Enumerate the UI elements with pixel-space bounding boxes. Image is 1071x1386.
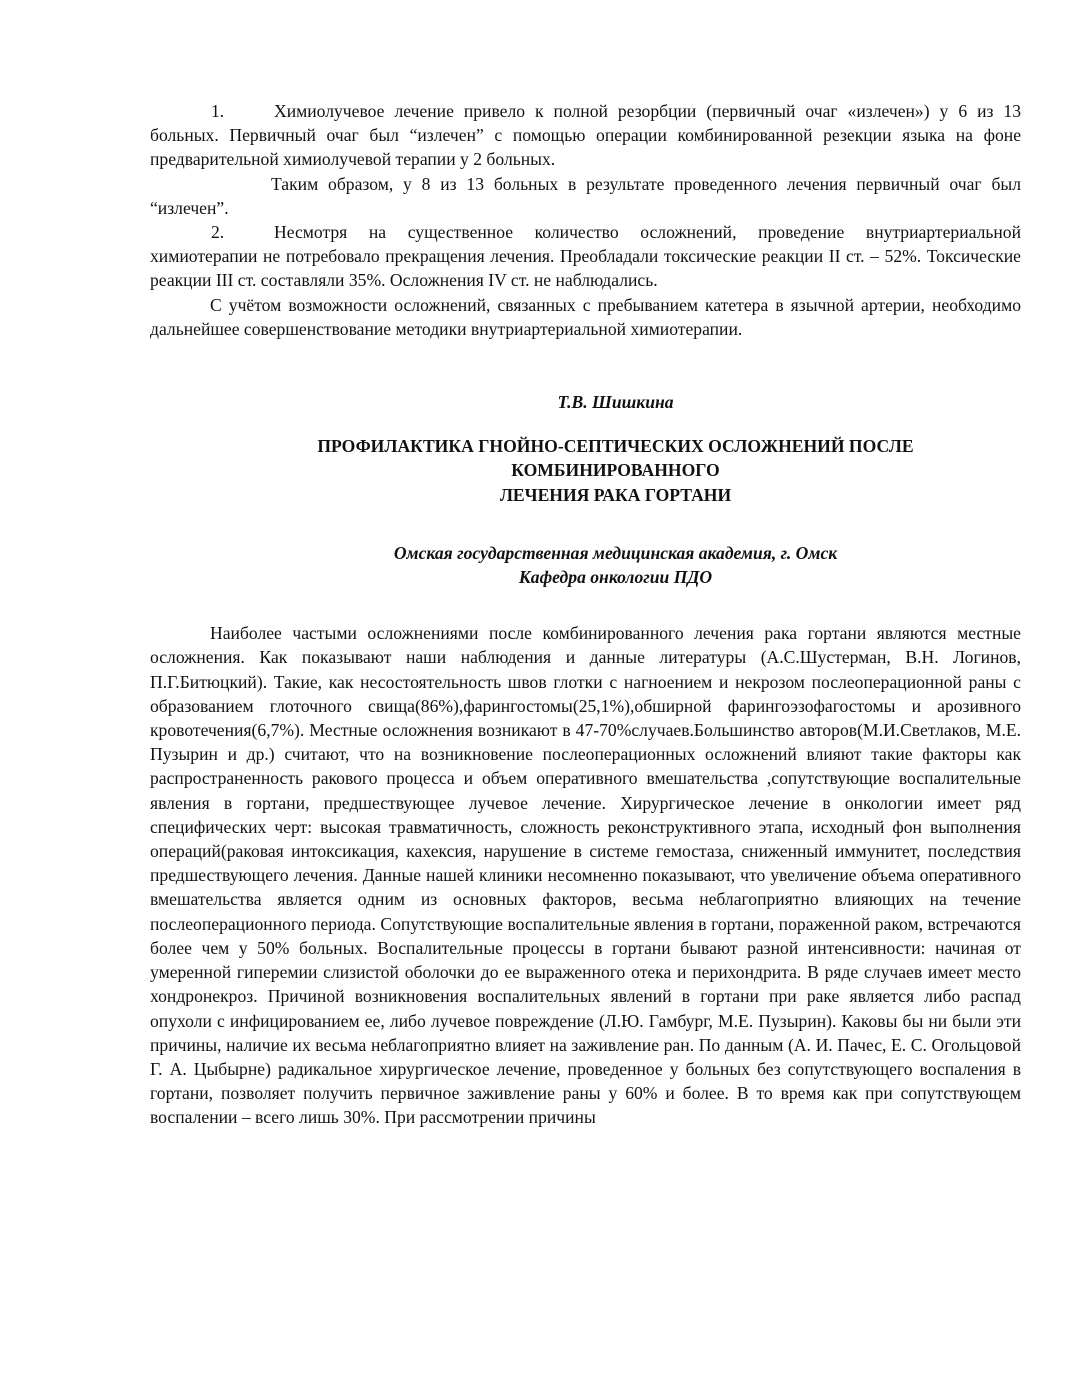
article-author: Т.В. Шишкина — [557, 392, 674, 413]
title-line: КОМБИНИРОВАННОГО — [511, 460, 720, 481]
item-text: Химиолучевое лечение привело к полной резорбции (первичный очаг «излечен») у 6 из 13 больных. Первичный очаг был “излечен” с помощью операции комбинированной резекции языка на фоне предварительной химиолучевой терапии у 2 больных. — [150, 101, 1021, 170]
item-text: Несмотря на существенное количество осложнений, проведение внутриартериальной химиотерапии не потребовало прекращения лечения. Преобладали токсические реакции II ст. – 52%. Токсические реакции III ст. составляли 35%. Осложнения IV ст. не наблюдались. — [150, 222, 1021, 291]
item-number: 1. — [211, 101, 225, 121]
document-page — [150, 99, 1021, 1130]
title-line: ПРОФИЛАКТИКА ГНОЙНО-СЕПТИЧЕСКИХ ОСЛОЖНЕНИЙ ПОСЛЕ — [317, 436, 914, 457]
article-body-paragraph: Наиболее частыми осложнениями после комбинированного лечения рака гортани являются местные осложнения. Как показывают наши наблюдения и данные литературы (А.С.Шустерман, В.Н. Логинов, П.Г.Битюцкий). Такие, как несостоятельность швов глотки с нагноением и некрозом послеоперационной раны с образованием глоточного свища(86%),фарингостомы(25,1%),обширной фарингоэзофагостомы и арозивного кровотечения(6,7%). Местные осложнения возникают в 47-70%случаев.Большинство авторов(М.И.Светлаков, М.Е. Пузырин и др.) считают, что на возникновение послеоперационных осложнений влияют такие факторы как распространенность ракового процесса и объем оперативного вмешательства ,сопутствующие воспалительные явления в гортани, предшествующее лучевое лечение. Хирургическое лечение в онкологии имеет ряд специфических черт: высокая травматичность, сложность реконструктивного этапа, исходный фон выполнения операций(раковая интоксикация, кахексия, нарушение в системе гемостаза, сниженный иммунитет, последствия предшествующего лечения. Данные нашей клиники несомненно показывают, что увеличение объема оперативного вмешательства является одним из основных факторов, весьма неблагоприятно влияющих на течение послеоперационного периода. Сопутствующие воспалительные явления в гортани, пораженной раком, встречаются более чем у 50% больных. Воспалительные процессы в гортани бывают разной интенсивности: начиная от умеренной гиперемии слизистой оболочки до ее выраженного отека и перихондрита. В ряде случаев имеет место хондронекроз. Причиной возникновения воспалительных явлений в гортани при раке является либо распад опухоли с инфицированием ее, либо лучевое повреждение (Л.Ю. Гамбург, М.Е. Пузырин). Каковы бы ни были эти причины, наличие их весьма неблагоприятно влияет на заживление ран. По данным (А. И. Пачес, Е. С. Огольцовой Г. А. Цыбырне) радикальное хирургическое лечение, проведенное у больных без сопутствующего воспаления в гортани, позволяет получить первичное заживление раны у 60% и более. В то время как при сопутствующем воспалении – всего лишь 30%. При рассмотрении причины — [150, 623, 1021, 1128]
title-line: ЛЕЧЕНИЯ РАКА ГОРТАНИ — [499, 484, 732, 505]
affiliation-line: Омская государственная медицинская академия, г. Омск — [393, 543, 838, 564]
item-number: 2. — [211, 222, 225, 243]
affiliation-line: Кафедра онкологии ПДО — [518, 567, 713, 588]
article-title — [150, 434, 1021, 507]
numbered-item-1 — [150, 99, 1021, 172]
numbered-item-2 — [150, 220, 1021, 293]
item1-conclusion: Таким образом, у 8 из 13 больных в результате проведенного лечения первичный очаг был “излечен”. — [150, 173, 1021, 218]
article-affiliation — [150, 541, 1021, 589]
closing-paragraph: С учётом возможности осложнений, связанных с пребыванием катетера в язычной артерии, необходимо дальнейшее совершенствование методики внутриартериальной химиотерапии. — [150, 294, 1021, 339]
